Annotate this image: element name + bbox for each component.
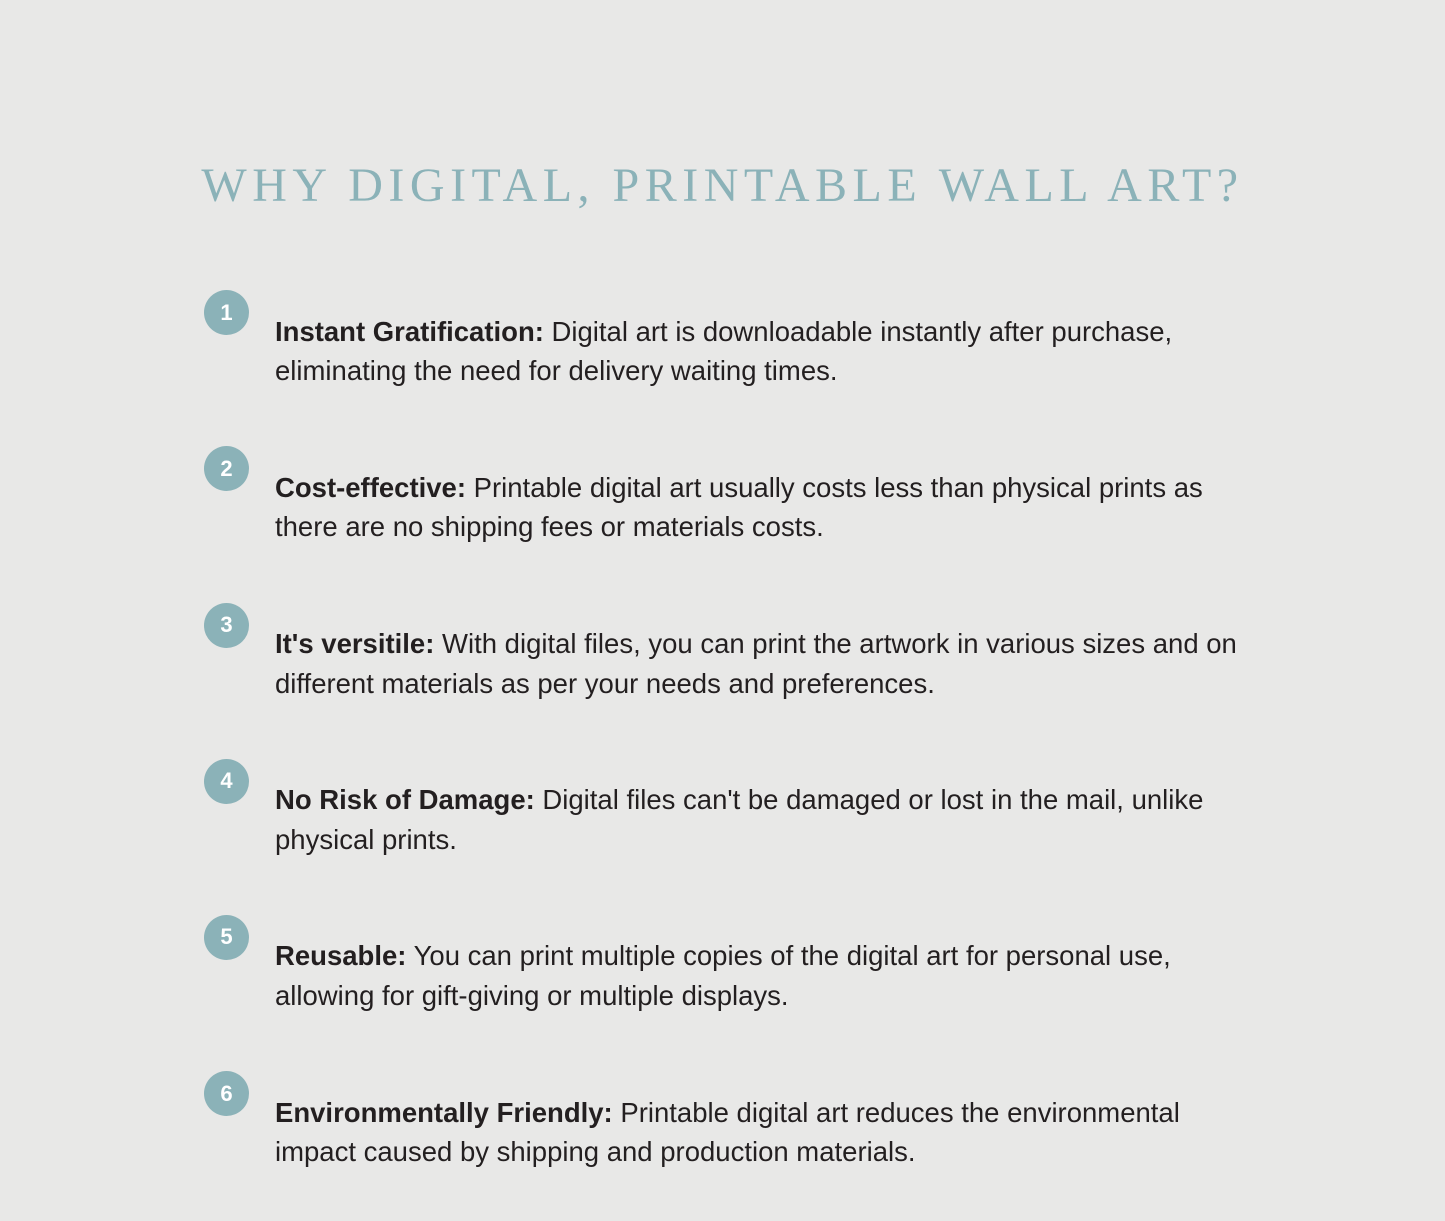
list-item-body: Printable digital art usually costs less than physical prints as there are no shipping fees or materials costs.	[275, 471, 1203, 543]
list-item-text	[275, 624, 1264, 703]
list-item-text	[275, 312, 1264, 391]
list-item-lead: No Risk of Damage:	[275, 784, 535, 816]
list-item-body: Digital files can't be damaged or lost in the mail, unlike physical prints.	[275, 784, 1204, 855]
list-item-text	[275, 780, 1264, 859]
benefits-list	[204, 284, 1264, 1221]
list-item-number-badge: 2	[204, 446, 249, 491]
list-item-body: Digital art is downloadable instantly after purchase, eliminating the need for delivery waiting times.	[275, 315, 1173, 387]
list-item	[204, 440, 1264, 574]
list-item-body: You can print multiple copies of the digital art for personal use, allowing for gift-giving or multiple displays.	[275, 940, 1171, 1011]
list-item-lead: Reusable:	[275, 940, 407, 972]
list-item-number-badge: 5	[204, 915, 249, 960]
list-item-lead: Cost-effective:	[275, 471, 467, 503]
list-item-lead: Instant Gratification:	[275, 315, 544, 347]
list-item-number-badge: 3	[204, 603, 249, 648]
list-item	[204, 284, 1264, 418]
list-item-number-badge: 6	[204, 1071, 249, 1116]
list-item-number-badge: 4	[204, 759, 249, 804]
document-page	[0, 32, 1445, 1168]
list-item-text	[275, 1093, 1264, 1172]
list-item-body: With digital files, you can print the artwork in various sizes and on different materials as per your needs and preferences.	[275, 628, 1237, 699]
list-item-lead: Environmentally Friendly:	[275, 1096, 613, 1128]
list-item	[204, 597, 1264, 731]
list-item-text	[275, 468, 1264, 547]
list-item-text	[275, 936, 1264, 1015]
list-item	[204, 1065, 1264, 1199]
list-item	[204, 909, 1264, 1043]
page-title: WHY DIGITAL, PRINTABLE WALL ART?	[201, 159, 1244, 213]
list-item-body: Printable digital art reduces the environmental impact caused by shipping and production materials.	[275, 1096, 1180, 1168]
list-item-lead: It's versitile:	[275, 628, 435, 660]
list-item-number-badge: 1	[204, 290, 249, 335]
list-item	[204, 753, 1264, 887]
